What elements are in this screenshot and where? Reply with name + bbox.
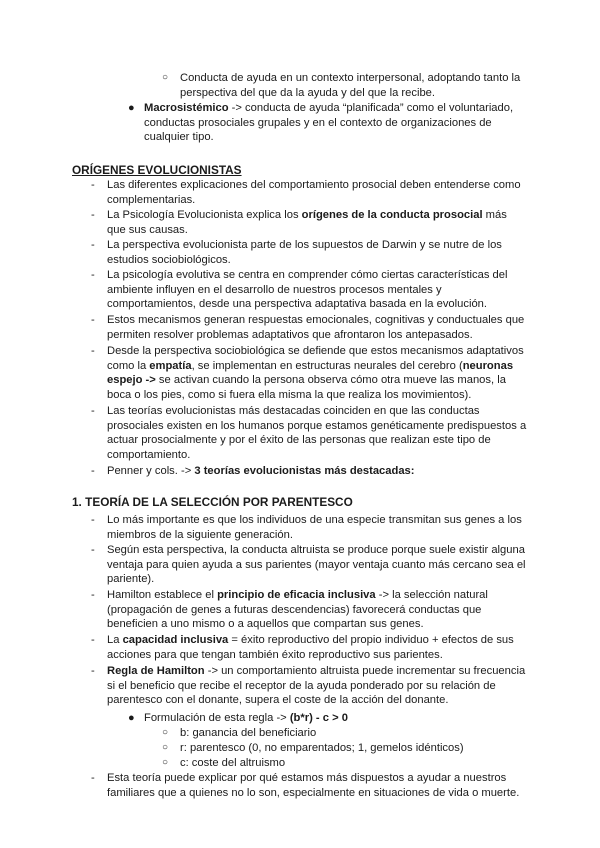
dash-bullet: - [91,269,95,281]
dash-bullet: - [91,634,95,646]
list-item: - Esta teoría puede explicar por qué estamos más dispuestos a ayudar a nuestros familiares que a quienes no lo son, especialmente en situaciones de vida o muerte. [91,772,520,799]
list-item [162,71,525,100]
formula: (b*r) - c > 0 [289,712,348,724]
circle-bullet-icon: ○ [162,742,169,753]
dash-bullet: - [91,239,95,251]
list-item: ○ b: ganancia del beneficiario [162,727,317,739]
section-heading: 1. TEORÍA DE LA SELECCIÓN POR PARENTESCO [72,495,353,509]
dash-bullet: - [91,209,95,221]
circle-bullet-icon: ○ [162,757,169,768]
dash-bullet: - [91,772,95,784]
list-item: ● Macrosistémico -> conducta de ayuda “planificada” como el voluntariado, conductas prosociales grupales y en el contexto de organizaciones de cualquier tipo. [128,102,514,144]
list-item: - Las teorías evolucionistas más destacadas coinciden en que las conductas prosociales existen en los humanos porque estamos genéticamente predispuestos a actuar prosocialmente y por el éxito de las personas que realizan este tipo de comportamiento. [91,405,527,461]
dash-bullet: - [91,314,95,326]
disc-bullet-icon: ● [128,712,135,724]
list-item: ○ c: coste del altruismo [162,757,286,769]
disc-bullet-icon: ● [128,102,135,114]
list-item: - Desde la perspectiva sociobiológica se defiende que estos mecanismos adaptativos como la empatía, se implementan en estructuras neurales del cerebro (neuronas espejo -> se activan cuando la persona observa cómo otra mueve las manos, la boca o los pies, como si fuera ella misma la que realiza los movimientos). [91,345,524,401]
list-item: - Hamilton establece el principio de eficacia inclusiva -> la selección natural (propagación de genes a futuras descendencias) favorecerá conductas que beneficien a uno mismo o a aquellos que compartan sus genes. [91,589,488,631]
dash-bullet: - [91,405,95,417]
list-item: - Penner y cols. -> 3 teorías evolucionistas más destacadas: [91,465,415,477]
list-item: - La capacidad inclusiva = éxito reproductivo del propio individuo + efectos de sus acciones para que tengan también éxito reproductivo sus parientes. [91,634,514,661]
list-item: - La perspectiva evolucionista parte de los supuestos de Darwin y se nutre de los estudios sociobiológicos. [91,239,502,266]
circle-bullet-icon: ○ [162,727,169,738]
dash-bullet: - [91,345,95,357]
list-item: - Lo más importante es que los individuos de una especie transmitan sus genes a los miembros de la siguiente generación. [91,514,522,541]
list-item: - Estos mecanismos generan respuestas emocionales, cognitivas y conductuales que permiten resolver problemas adaptativos que afrontaron los antepasados. [91,314,525,341]
list-item: - La Psicología Evolucionista explica los orígenes de la conducta prosocial más que sus causas. [91,209,507,236]
dash-bullet: - [91,465,95,477]
dash-bullet: - [91,514,95,526]
list-item-text: Conducta de ayuda en un contexto interpersonal, adoptando tanto la perspectiva del que da la ayuda y del que la recibe. [180,72,521,99]
dash-bullet: - [91,665,95,677]
dash-bullet: - [91,544,95,556]
list-item: ● Formulación de esta regla -> (b*r) - c > 0 [128,712,348,724]
list-item: ○ r: parentesco (0, no emparentados; 1, gemelos idénticos) [162,742,464,754]
list-item: - Regla de Hamilton -> un comportamiento altruista puede incrementar su frecuencia si el beneficio que recibe el receptor de la ayuda ponderado por su relación de parentesco con el donante, supera el coste de la acción del donante. [91,665,526,707]
list-item: - Las diferentes explicaciones del comportamiento prosocial deben entenderse como complementarias. [91,179,521,206]
list-item: - La psicología evolutiva se centra en comprender cómo ciertas características del ambiente influyen en el desarrollo de nuestros procesos mentales y comportamientos, desde una perspectiva adaptativa basada en la evolución. [91,269,508,311]
dash-bullet: - [91,179,95,191]
bold-term: Macrosistémico [144,102,229,114]
dash-bullet: - [91,589,95,601]
list-item: - Según esta perspectiva, la conducta altruista se produce porque suele existir alguna ventaja para quien ayuda a sus parientes (mayor ventaja cuanto más cercano sea el pariente). [91,544,526,586]
section-heading: ORÍGENES EVOLUCIONISTAS [72,163,242,177]
circle-bullet-icon: ○ [162,72,169,83]
